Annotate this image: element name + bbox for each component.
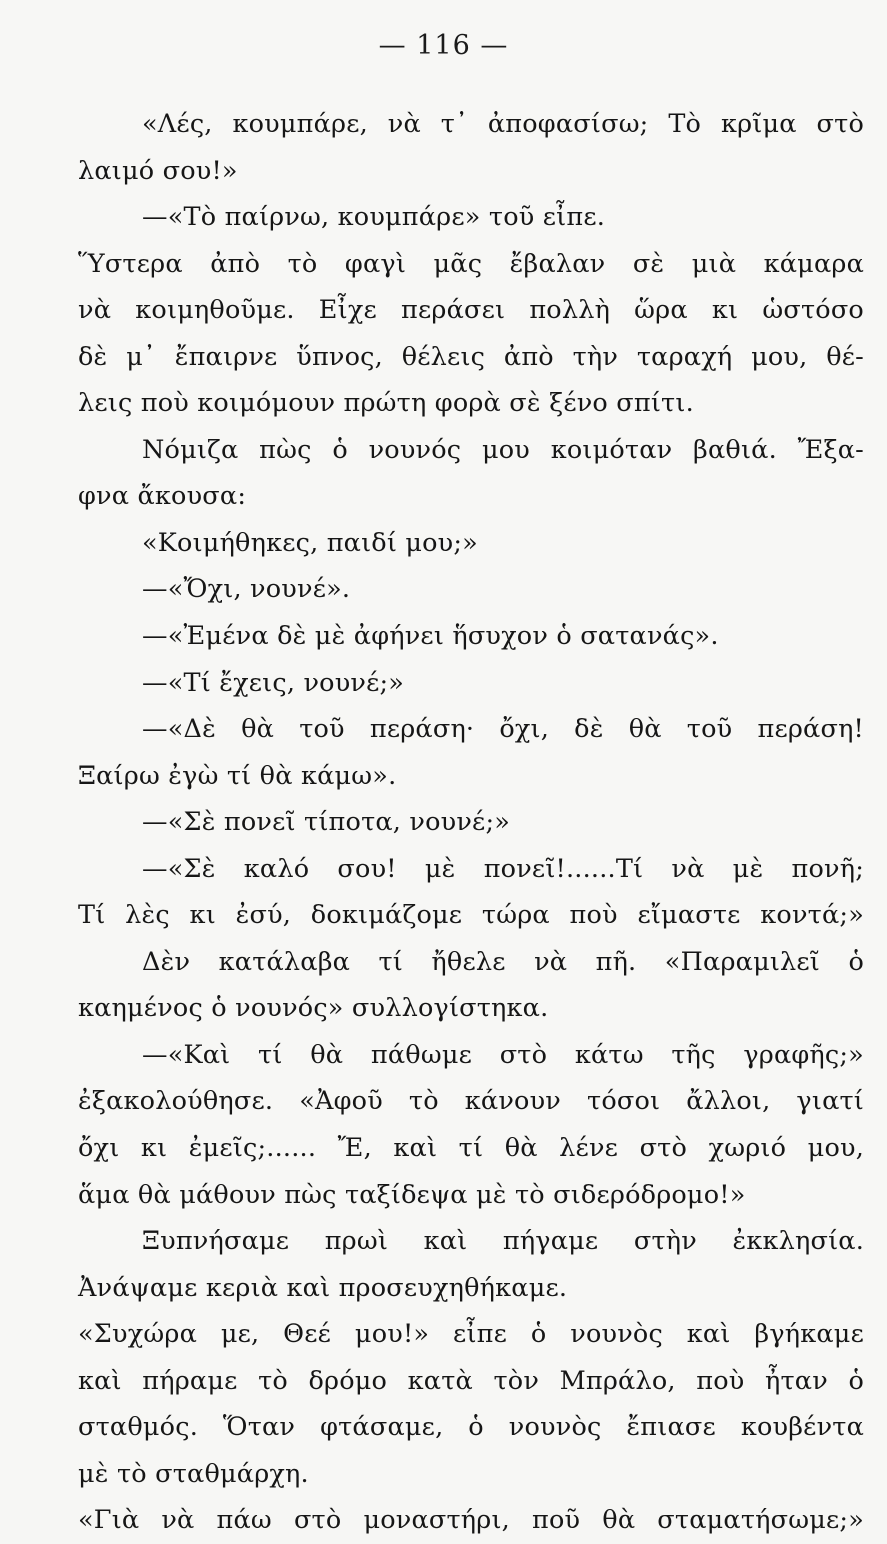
text-line: λαιμό σου!»: [78, 155, 238, 186]
text-line: ὄχι κι ἐμεῖς;...... Ἔ, καὶ τί θὰ λένε στὸ χωριό μου,: [78, 1133, 864, 1164]
text-line: —«Τὸ παίρνω, κουμπάρε» τοῦ εἶπε.: [142, 202, 606, 233]
text-line: ἐξακολούθησε. «Ἀφοῦ τὸ κάνουν τόσοι ἄλλοι, γιατί: [78, 1086, 864, 1117]
text-line: λεις ποὺ κοιμόμουν πρώτη φορὰ σὲ ξένο σπίτι.: [78, 388, 694, 419]
text-line: καὶ πήραμε τὸ δρόμο κατὰ τὸν Μπράλο, ποὺ ἦταν ὁ: [78, 1365, 864, 1396]
text-line: «Λές, κουμπάρε, νὰ τ᾽ ἀποφασίσω; Τὸ κρῖμα στὸ: [142, 109, 864, 139]
text-line: Ξυπνήσαμε πρωὶ καὶ πήγαμε στὴν ἐκκλησία.: [142, 1226, 864, 1257]
text-line: —«Σὲ καλό σου! μὲ πονεῖ!......Τί νὰ μὲ πονῆ;: [142, 853, 864, 884]
text-line: ἅμα θὰ μάθουν πὼς ταξίδεψα μὲ τὸ σιδερόδρομο!»: [78, 1179, 746, 1210]
text-line: σταθμός. Ὅταν φτάσαμε, ὁ νουνὸς ἔπιασε κουβέντα: [78, 1412, 864, 1443]
body-text: [78, 101, 864, 1544]
text-line: φνα ἄκουσα:: [78, 481, 247, 512]
text-line: Νόμιζα πὼς ὁ νουνός μου κοιμόταν βαθιά. Ἔξα-: [142, 434, 864, 465]
text-line: —«Τί ἔχεις, νουνέ;»: [142, 667, 405, 698]
text-line: «Κοιμήθηκες, παιδί μου;»: [142, 527, 478, 558]
text-line: «Γιὰ νὰ πάω στὸ μοναστήρι, ποῦ θὰ σταματήσωμε;»: [78, 1505, 864, 1536]
text-line: —«Δὲ θὰ τοῦ περάση· ὄχι, δὲ θὰ τοῦ περάση!: [142, 714, 864, 745]
text-line: —«Ἐμένα δὲ μὲ ἀφήνει ἥσυχον ὁ σατανάς».: [142, 621, 719, 652]
text-line: —«Καὶ τί θὰ πάθωμε στὸ κάτω τῆς γραφῆς;»: [142, 1039, 864, 1070]
text-line: Δὲν κατάλαβα τί ἤθελε νὰ πῆ. «Παραμιλεῖ ὁ: [142, 946, 864, 977]
text-line: —«Ὄχι, νουνέ».: [142, 574, 351, 605]
text-line: μὲ τὸ σταθμάρχη.: [78, 1458, 309, 1489]
text-line: Ἀνάψαμε κεριὰ καὶ προσευχηθήκαμε.: [78, 1272, 568, 1303]
text-line: Τί λὲς κι ἐσύ, δοκιμάζομε τώρα ποὺ εἴμαστε κοντά;»: [78, 900, 864, 931]
text-line: «Συχώρα με, Θεέ μου!» εἶπε ὁ νουνὸς καὶ βγήκαμε: [78, 1319, 864, 1350]
page-number: — 116 —: [378, 30, 509, 61]
text-line: δὲ μ᾽ ἔπαιρνε ὕπνος, θέλεις ἀπὸ τὴν ταραχή μου, θέ-: [78, 341, 864, 372]
text-line: νὰ κοιμηθοῦμε. Εἶχε περάσει πολλὴ ὥρα κι ὡστόσο: [78, 295, 864, 326]
text-line: Ὕστερα ἀπὸ τὸ φαγὶ μᾶς ἔβαλαν σὲ μιὰ κάμαρα: [78, 248, 864, 279]
text-line: —«Σὲ πονεῖ τίποτα, νουνέ;»: [142, 807, 511, 838]
text-line: καημένος ὁ νουνός» συλλογίστηκα.: [78, 993, 549, 1024]
text-line: Ξαίρω ἐγὼ τί θὰ κάμω».: [78, 760, 397, 791]
